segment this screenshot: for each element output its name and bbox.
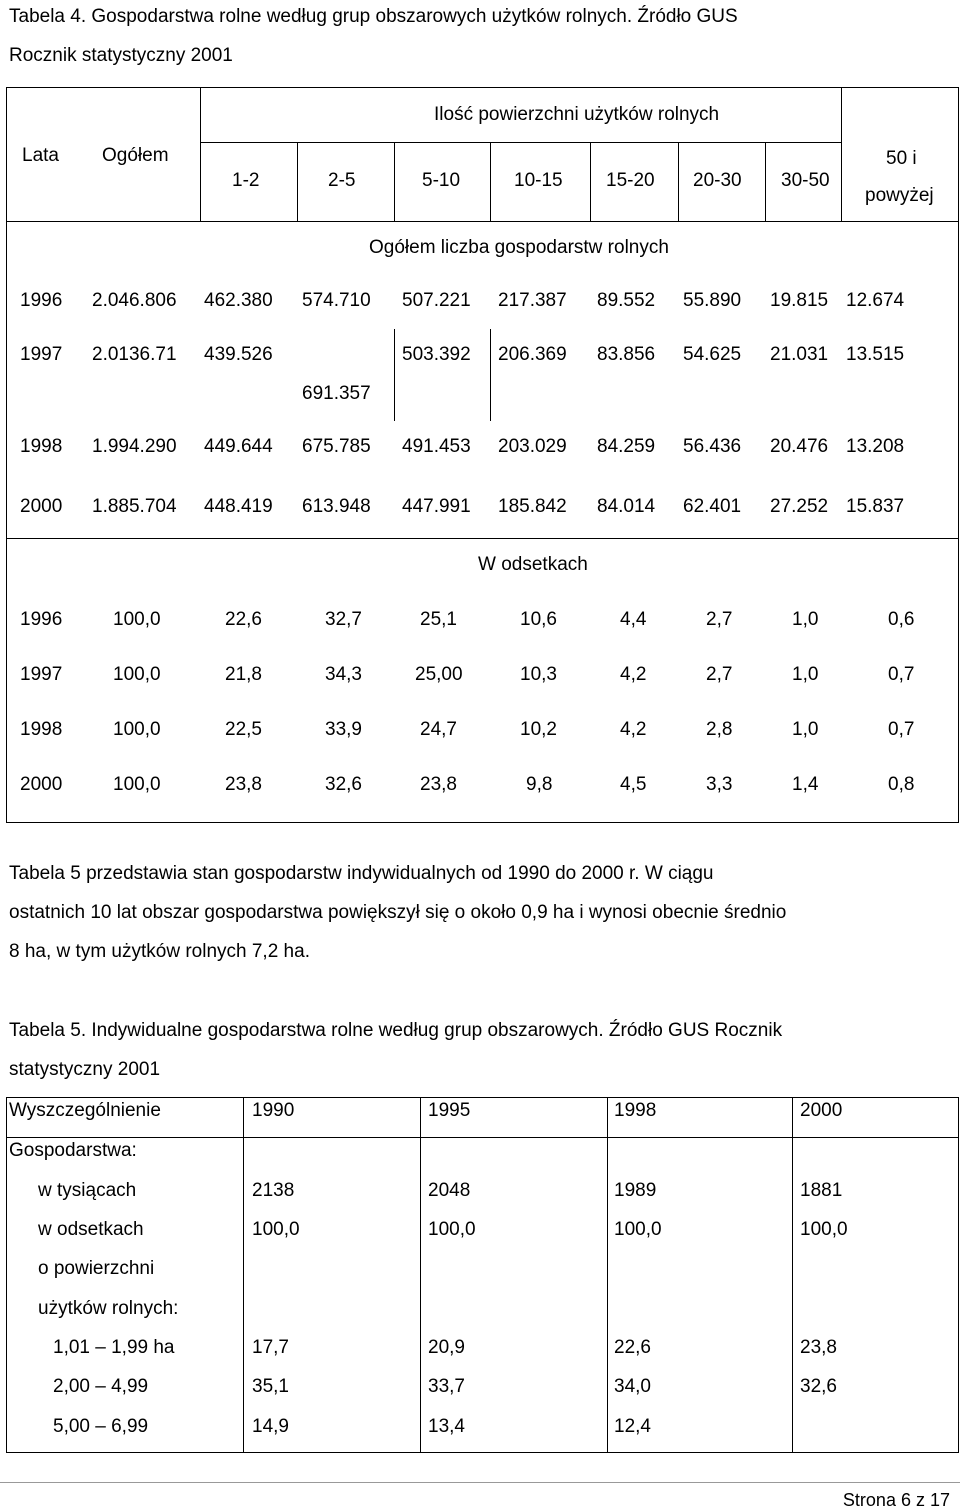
cell: 4,4: [620, 609, 647, 630]
cell: 0,7: [888, 719, 915, 740]
footer-rule: [0, 1482, 960, 1483]
cell: 19.815: [770, 290, 829, 311]
cell: 9,8: [526, 774, 553, 795]
table4-header-group: 20-30: [693, 170, 742, 191]
cell: 691.357: [302, 383, 371, 404]
cell: 35,1: [252, 1376, 289, 1397]
cell: 15.837: [846, 496, 905, 517]
table5-row-label: w tysiącach: [38, 1180, 137, 1201]
paragraph-line: Tabela 5 przedstawia stan gospodarstw indywidualnych od 1990 do 2000 r. W ciągu: [9, 863, 714, 884]
cell: 4,2: [620, 719, 647, 740]
table4-caption-cont: Rocznik statystyczny 2001: [9, 45, 233, 66]
cell: 33,7: [428, 1376, 465, 1397]
cell: 217.387: [498, 290, 567, 311]
cell: 100,0: [428, 1219, 476, 1240]
cell: 203.029: [498, 436, 567, 457]
table4-header-group: 10-15: [514, 170, 563, 191]
table5-caption: Tabela 5. Indywidualne gospodarstwa rolne według grup obszarowych. Źródło GUS Rocznik: [9, 1020, 783, 1041]
cell: 2138: [252, 1180, 295, 1201]
table5-border-top: [6, 1097, 959, 1098]
table5-header-year: 1998: [614, 1100, 657, 1121]
cell: 32,6: [800, 1376, 837, 1397]
cell: 448.419: [204, 496, 273, 517]
cell: 12,4: [614, 1416, 651, 1437]
table4-header-last-group: 50 i: [886, 148, 917, 169]
cell: 100,0: [800, 1219, 848, 1240]
table4-header-group: 15-20: [606, 170, 655, 191]
cell: 83.856: [597, 344, 656, 365]
cell: 10,3: [520, 664, 557, 685]
cell: 0,8: [888, 774, 915, 795]
cell: 574.710: [302, 290, 371, 311]
cell: 1997: [20, 664, 63, 685]
table5-border-left: [6, 1097, 7, 1453]
cell: 4,5: [620, 774, 647, 795]
table5-row-label: 1,01 – 1,99 ha: [53, 1337, 175, 1358]
cell: 89.552: [597, 290, 656, 311]
cell: 62.401: [683, 496, 742, 517]
cell: 21,8: [225, 664, 262, 685]
cell: 1881: [800, 1180, 843, 1201]
cell: 0,7: [888, 664, 915, 685]
cell: 32,7: [325, 609, 362, 630]
cell: 507.221: [402, 290, 471, 311]
cell: 100,0: [113, 774, 161, 795]
cell: 0,6: [888, 609, 915, 630]
cell: 4,2: [620, 664, 647, 685]
cell: 20,9: [428, 1337, 465, 1358]
paragraph-line: 8 ha, w tym użytków rolnych 7,2 ha.: [9, 941, 310, 962]
cell: 2048: [428, 1180, 471, 1201]
table4-border-right: [958, 87, 959, 823]
table5-row-label: użytków rolnych:: [38, 1298, 179, 1319]
cell: 1,0: [792, 609, 819, 630]
table5-row-label: 2,00 – 4,99: [53, 1376, 149, 1397]
cell: 100,0: [252, 1219, 300, 1240]
cell: 32,6: [325, 774, 362, 795]
table4-header-lata: Lata: [22, 145, 59, 166]
cell: 25,1: [420, 609, 457, 630]
cell: 1,0: [792, 664, 819, 685]
table5-row-label: Gospodarstwa:: [9, 1140, 137, 1161]
cell: 14,9: [252, 1416, 289, 1437]
cell: 1996: [20, 609, 63, 630]
page-number: Strona 6 z 17: [842, 1490, 950, 1510]
table5-row-label: 5,00 – 6,99: [53, 1416, 149, 1437]
cell: 23,8: [420, 774, 457, 795]
table4-caption: Tabela 4. Gospodarstwa rolne według grup obszarowych użytków rolnych. Źródło GUS: [9, 6, 738, 27]
cell: 1.885.704: [92, 496, 177, 517]
cell: 491.453: [402, 436, 471, 457]
cell: 10,6: [520, 609, 557, 630]
table4-header-last-group-cont: powyżej: [865, 185, 934, 206]
cell: 675.785: [302, 436, 371, 457]
cell: 22,6: [614, 1337, 651, 1358]
cell: 33,9: [325, 719, 362, 740]
cell: 1997: [20, 344, 63, 365]
cell: 3,3: [706, 774, 733, 795]
cell: 22,5: [225, 719, 262, 740]
cell: 23,8: [800, 1337, 837, 1358]
cell: 2.046.806: [92, 290, 177, 311]
cell: 1,0: [792, 719, 819, 740]
cell: 1996: [20, 290, 63, 311]
cell: 84.014: [597, 496, 656, 517]
table5-border-right: [958, 1097, 959, 1453]
cell: 56.436: [683, 436, 742, 457]
cell: 10,2: [520, 719, 557, 740]
cell: 1998: [20, 719, 63, 740]
table5-header-year: 1990: [252, 1100, 295, 1121]
cell: 2,7: [706, 609, 733, 630]
cell: 613.948: [302, 496, 371, 517]
table4-header-bottom: [6, 221, 959, 222]
cell: 449.644: [204, 436, 273, 457]
cell: 23,8: [225, 774, 262, 795]
cell: 206.369: [498, 344, 567, 365]
table4-header-group: 2-5: [328, 170, 356, 191]
table4-border-bottom: [6, 822, 959, 823]
table4-header-ogolem: Ogółem: [102, 145, 169, 166]
cell: 462.380: [204, 290, 273, 311]
table4-header-group: 30-50: [781, 170, 830, 191]
table5-caption-cont: statystyczny 2001: [9, 1059, 161, 1080]
cell: 1998: [20, 436, 63, 457]
table4-section-percent: W odsetkach: [478, 554, 588, 575]
table5-header-bottom: [6, 1137, 959, 1138]
cell: 100,0: [113, 664, 161, 685]
table5-header-label: Wyszczególnienie: [9, 1100, 161, 1121]
cell: 21.031: [770, 344, 829, 365]
cell: 2,7: [706, 664, 733, 685]
paragraph-line: ostatnich 10 lat obszar gospodarstwa powiększył się o około 0,9 ha i wynosi obecnie średnio: [9, 902, 787, 923]
cell: 17,7: [252, 1337, 289, 1358]
cell: 1989: [614, 1180, 657, 1201]
cell: 25,00: [415, 664, 463, 685]
cell: 24,7: [420, 719, 457, 740]
cell: 22,6: [225, 609, 262, 630]
table4-border-left: [6, 87, 7, 823]
table5-header-year: 1995: [428, 1100, 471, 1121]
table5-border-bottom: [6, 1452, 959, 1453]
table5-row-label: o powierzchni: [38, 1258, 155, 1279]
cell: 447.991: [402, 496, 471, 517]
table4-section-counts: Ogółem liczba gospodarstw rolnych: [369, 237, 669, 258]
table5-header-year: 2000: [800, 1100, 843, 1121]
table4-header-group-title: Ilość powierzchni użytków rolnych: [434, 104, 720, 125]
cell: 34,3: [325, 664, 362, 685]
table4-header-group: 1-2: [232, 170, 260, 191]
cell: 27.252: [770, 496, 829, 517]
cell: 34,0: [614, 1376, 651, 1397]
cell: 12.674: [846, 290, 905, 311]
cell: 55.890: [683, 290, 742, 311]
cell: 100,0: [113, 719, 161, 740]
cell: 2000: [20, 774, 63, 795]
cell: 1.994.290: [92, 436, 177, 457]
cell: 100,0: [614, 1219, 662, 1240]
table5-row-label: w odsetkach: [38, 1219, 144, 1240]
cell: 13,4: [428, 1416, 465, 1437]
cell: 100,0: [113, 609, 161, 630]
cell: 1,4: [792, 774, 819, 795]
table4-border-top: [6, 87, 959, 88]
table4-header-group: 5-10: [422, 170, 461, 191]
cell: 54.625: [683, 344, 742, 365]
cell: 503.392: [402, 344, 471, 365]
cell: 185.842: [498, 496, 567, 517]
cell: 13.515: [846, 344, 905, 365]
cell: 20.476: [770, 436, 829, 457]
table4-section-divider: [6, 538, 959, 539]
cell: 2000: [20, 496, 63, 517]
cell: 439.526: [204, 344, 273, 365]
cell: 84.259: [597, 436, 656, 457]
cell: 2,8: [706, 719, 733, 740]
cell: 13.208: [846, 436, 905, 457]
cell: 2.0136.71: [92, 344, 177, 365]
